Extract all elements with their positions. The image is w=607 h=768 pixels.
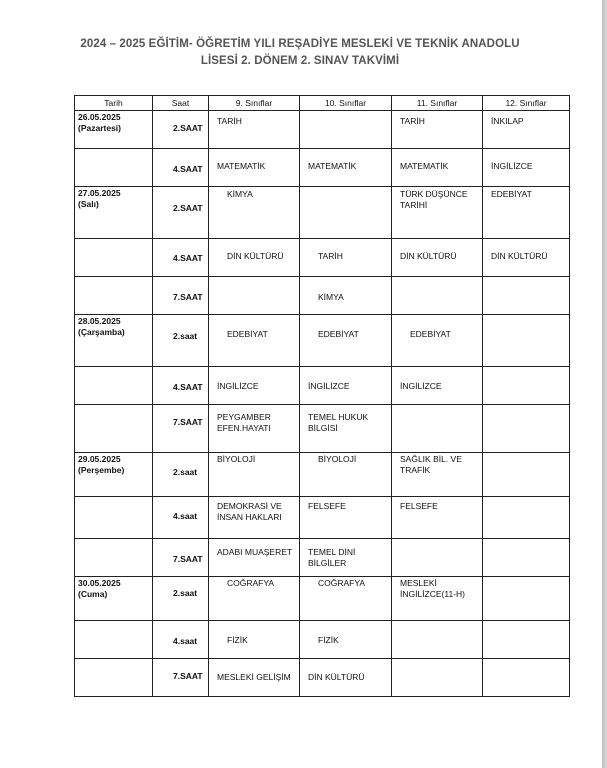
page-edge-shadow: [602, 0, 607, 768]
subject-cell-10-siniflar: [300, 239, 392, 277]
subject-cell-10-siniflar: [300, 577, 392, 621]
subject-text: [304, 187, 391, 189]
subject-text: [487, 277, 569, 292]
subject-cell-9-siniflar: [209, 111, 300, 149]
date-text: 28.05.2025: [78, 316, 121, 326]
subject-text: TARİH: [217, 116, 242, 126]
header-11-siniflar: 11. Sınıflar: [392, 96, 483, 111]
header-row: [75, 96, 570, 111]
saat-cell: [153, 621, 209, 659]
table-row: [75, 187, 570, 239]
subject-cell-9-siniflar: [209, 659, 300, 697]
table-row: [75, 405, 570, 453]
saat-text: 4.SAAT: [173, 164, 203, 174]
subject-cell-10-siniflar: [300, 149, 392, 187]
date-text: 26.05.2025: [78, 112, 121, 122]
table-row: [75, 149, 570, 187]
subject-cell-11-siniflar: [392, 453, 483, 497]
subject-cell-12-siniflar: [483, 277, 570, 315]
subject-text: MATEMATİK: [217, 161, 266, 171]
date-cell: [75, 405, 153, 453]
subject-text: FİZİK: [318, 635, 339, 645]
saat-cell: [153, 239, 209, 277]
day-text: (Perşembe): [78, 465, 125, 475]
saat-text: 7.SAAT: [173, 292, 203, 302]
saat-text: 4.SAAT: [173, 382, 203, 392]
date-cell: [75, 539, 153, 577]
subject-cell-12-siniflar: [483, 621, 570, 659]
subject-text: İNGİLİZCE: [308, 381, 350, 391]
subject-cell-9-siniflar: [209, 277, 300, 315]
saat-text: 2.saat: [173, 588, 198, 598]
subject-text: [396, 539, 482, 547]
subject-cell-9-siniflar: [209, 149, 300, 187]
table-row: [75, 577, 570, 621]
date-cell: [75, 239, 153, 277]
subject-text: DİN KÜLTÜRÜ: [491, 251, 548, 261]
subject-text: TARİH: [400, 116, 425, 126]
subject-cell-10-siniflar: [300, 367, 392, 405]
subject-text: EDEBİYAT: [491, 189, 532, 199]
date-cell: [75, 277, 153, 315]
subject-cell-12-siniflar: [483, 367, 570, 405]
day-text: (Salı): [78, 199, 99, 209]
date-cell: [75, 659, 153, 697]
subject-cell-10-siniflar: [300, 277, 392, 315]
subject-text: EDEBİYAT: [227, 329, 268, 339]
date-text: 30.05.2025: [78, 578, 121, 588]
saat-text: 7.SAAT: [173, 417, 203, 427]
saat-text: 7.SAAT: [173, 554, 203, 564]
subject-text: COĞRAFYA: [227, 578, 275, 588]
date-cell: [75, 453, 153, 497]
subject-text: [487, 539, 569, 547]
subject-cell-12-siniflar: [483, 577, 570, 621]
subject-text: EDEBİYAT: [318, 329, 359, 339]
subject-cell-11-siniflar: [392, 577, 483, 621]
subject-text: TARİH: [318, 251, 343, 261]
date-cell: [75, 577, 153, 621]
subject-text: DİN KÜLTÜRÜ: [400, 251, 457, 261]
table-row: [75, 315, 570, 367]
table-row: [75, 621, 570, 659]
subject-text: SAĞLIK BİL. VE TRAFİK: [400, 454, 462, 475]
subject-text: TEMEL HUKUK BİLGİSİ: [308, 412, 369, 433]
day-text: (Cuma): [78, 589, 108, 599]
saat-cell: [153, 367, 209, 405]
table-row: [75, 497, 570, 539]
subject-cell-9-siniflar: [209, 577, 300, 621]
subject-cell-11-siniflar: [392, 239, 483, 277]
subject-cell-10-siniflar: [300, 111, 392, 149]
subject-cell-11-siniflar: [392, 621, 483, 659]
date-cell: [75, 497, 153, 539]
subject-cell-10-siniflar: [300, 187, 392, 239]
subject-text: [487, 315, 569, 329]
subject-text: KİMYA: [318, 292, 344, 302]
subject-cell-12-siniflar: [483, 239, 570, 277]
subject-text: DİN KÜLTÜRÜ: [227, 251, 284, 261]
subject-text: COĞRAFYA: [318, 578, 366, 588]
saat-text: 4.saat: [173, 636, 198, 646]
subject-text: PEYGAMBER EFEN.HAYATI: [217, 412, 271, 433]
subject-text: BİYOLOJİ: [217, 454, 256, 464]
subject-cell-9-siniflar: [209, 405, 300, 453]
subject-cell-12-siniflar: [483, 659, 570, 697]
saat-cell: [153, 497, 209, 539]
subject-cell-10-siniflar: [300, 659, 392, 697]
header-9-siniflar: 9. Sınıflar: [209, 96, 300, 111]
date-cell: [75, 621, 153, 659]
subject-text: [396, 621, 482, 635]
subject-text: TEMEL DİNİ BİLGİLER: [308, 547, 356, 568]
subject-cell-12-siniflar: [483, 405, 570, 453]
subject-text: [487, 621, 569, 635]
subject-cell-10-siniflar: [300, 453, 392, 497]
date-cell: [75, 315, 153, 367]
table-row: [75, 453, 570, 497]
subject-text: BİYOLOJİ: [318, 454, 357, 464]
table-row: [75, 239, 570, 277]
subject-text: MATEMATİK: [400, 161, 449, 171]
date-cell: [75, 111, 153, 149]
saat-text: 2.saat: [173, 467, 198, 477]
subject-text: [487, 497, 569, 501]
subject-text: İNGİLİZCE: [217, 381, 259, 391]
saat-cell: [153, 187, 209, 239]
header-10-siniflar: 10. Sınıflar: [300, 96, 392, 111]
saat-cell: [153, 453, 209, 497]
subject-text: DİN KÜLTÜRÜ: [308, 672, 365, 682]
subject-text: KİMYA: [227, 189, 253, 199]
saat-cell: [153, 659, 209, 697]
subject-cell-9-siniflar: [209, 239, 300, 277]
date-text: 29.05.2025: [78, 454, 121, 464]
subject-text: [487, 367, 569, 381]
subject-cell-11-siniflar: [392, 539, 483, 577]
subject-cell-9-siniflar: [209, 539, 300, 577]
subject-text: FİZİK: [227, 635, 248, 645]
date-cell: [75, 367, 153, 405]
subject-cell-10-siniflar: [300, 497, 392, 539]
subject-cell-12-siniflar: [483, 315, 570, 367]
day-text: (Pazartesi): [78, 123, 121, 133]
subject-text: [213, 277, 299, 292]
date-cell: [75, 187, 153, 239]
subject-cell-12-siniflar: [483, 187, 570, 239]
saat-text: 4.saat: [173, 511, 198, 521]
subject-text: EDEBİYAT: [410, 329, 451, 339]
title-line-2: LİSESİ 2. DÖNEM 2. SINAV TAKVİMİ: [200, 55, 400, 67]
subject-cell-12-siniflar: [483, 497, 570, 539]
subject-cell-10-siniflar: [300, 539, 392, 577]
subject-cell-11-siniflar: [392, 405, 483, 453]
saat-text: 2.SAAT: [173, 203, 203, 213]
subject-text: [396, 405, 482, 412]
subject-cell-10-siniflar: [300, 621, 392, 659]
saat-cell: [153, 539, 209, 577]
subject-cell-9-siniflar: [209, 621, 300, 659]
subject-text: [487, 405, 569, 412]
subject-cell-12-siniflar: [483, 453, 570, 497]
saat-text: 2.saat: [173, 331, 198, 341]
subject-text: FELSEFE: [308, 501, 346, 511]
date-text: 27.05.2025: [78, 188, 121, 198]
subject-text: [396, 659, 482, 672]
subject-text: İNKILAP: [491, 116, 524, 126]
subject-cell-11-siniflar: [392, 277, 483, 315]
subject-cell-10-siniflar: [300, 315, 392, 367]
table-row: [75, 277, 570, 315]
subject-text: DEMOKRASİ VE İNSAN HAKLARI: [217, 501, 282, 522]
subject-text: [396, 277, 482, 292]
subject-text: [487, 453, 569, 454]
date-cell: [75, 149, 153, 187]
subject-cell-12-siniflar: [483, 111, 570, 149]
subject-cell-10-siniflar: [300, 405, 392, 453]
subject-text: ADABI MUAŞERET: [217, 547, 293, 557]
table-row: [75, 367, 570, 405]
saat-cell: [153, 149, 209, 187]
page-title: [40, 36, 560, 70]
subject-cell-11-siniflar: [392, 149, 483, 187]
header-tarih: Tarih: [75, 96, 153, 111]
subject-text: İNGİLİZCE: [491, 161, 533, 171]
subject-text: TÜRK DÜŞÜNCE TARİHİ: [400, 189, 468, 210]
subject-cell-11-siniflar: [392, 111, 483, 149]
subject-cell-11-siniflar: [392, 367, 483, 405]
subject-cell-9-siniflar: [209, 367, 300, 405]
subject-cell-12-siniflar: [483, 149, 570, 187]
header-saat: Saat: [153, 96, 209, 111]
subject-text: FELSEFE: [400, 501, 438, 511]
header-12-siniflar: 12. Sınıflar: [483, 96, 570, 111]
subject-cell-11-siniflar: [392, 497, 483, 539]
saat-cell: [153, 405, 209, 453]
subject-text: [304, 111, 391, 116]
saat-text: 4.SAAT: [173, 253, 203, 263]
subject-cell-9-siniflar: [209, 315, 300, 367]
subject-cell-9-siniflar: [209, 187, 300, 239]
subject-cell-11-siniflar: [392, 659, 483, 697]
saat-cell: [153, 277, 209, 315]
title-line-1: 2024 – 2025 EĞİTİM- ÖĞRETİM YILI REŞADİYE MESLEKİ VE TEKNİK ANADOLU: [80, 38, 520, 50]
exam-schedule-table: [74, 95, 570, 697]
subject-text: [487, 659, 569, 672]
subject-text: MESLEKİ GELİŞİM: [217, 672, 291, 682]
saat-text: 2.SAAT: [173, 123, 203, 133]
subject-cell-11-siniflar: [392, 315, 483, 367]
subject-cell-11-siniflar: [392, 187, 483, 239]
subject-cell-9-siniflar: [209, 453, 300, 497]
saat-cell: [153, 577, 209, 621]
day-text: (Çarşamba): [78, 327, 125, 337]
subject-text: MATEMATİK: [308, 161, 357, 171]
saat-cell: [153, 111, 209, 149]
saat-cell: [153, 315, 209, 367]
table-row: [75, 111, 570, 149]
table-row: [75, 659, 570, 697]
subject-cell-9-siniflar: [209, 497, 300, 539]
subject-text: İNGİLİZCE: [400, 381, 442, 391]
table-row: [75, 539, 570, 577]
subject-text: MESLEKİ İNGİLİZCE(11-H): [400, 578, 466, 599]
subject-cell-12-siniflar: [483, 539, 570, 577]
saat-text: 7.SAAT: [173, 671, 203, 681]
subject-text: [487, 577, 569, 578]
